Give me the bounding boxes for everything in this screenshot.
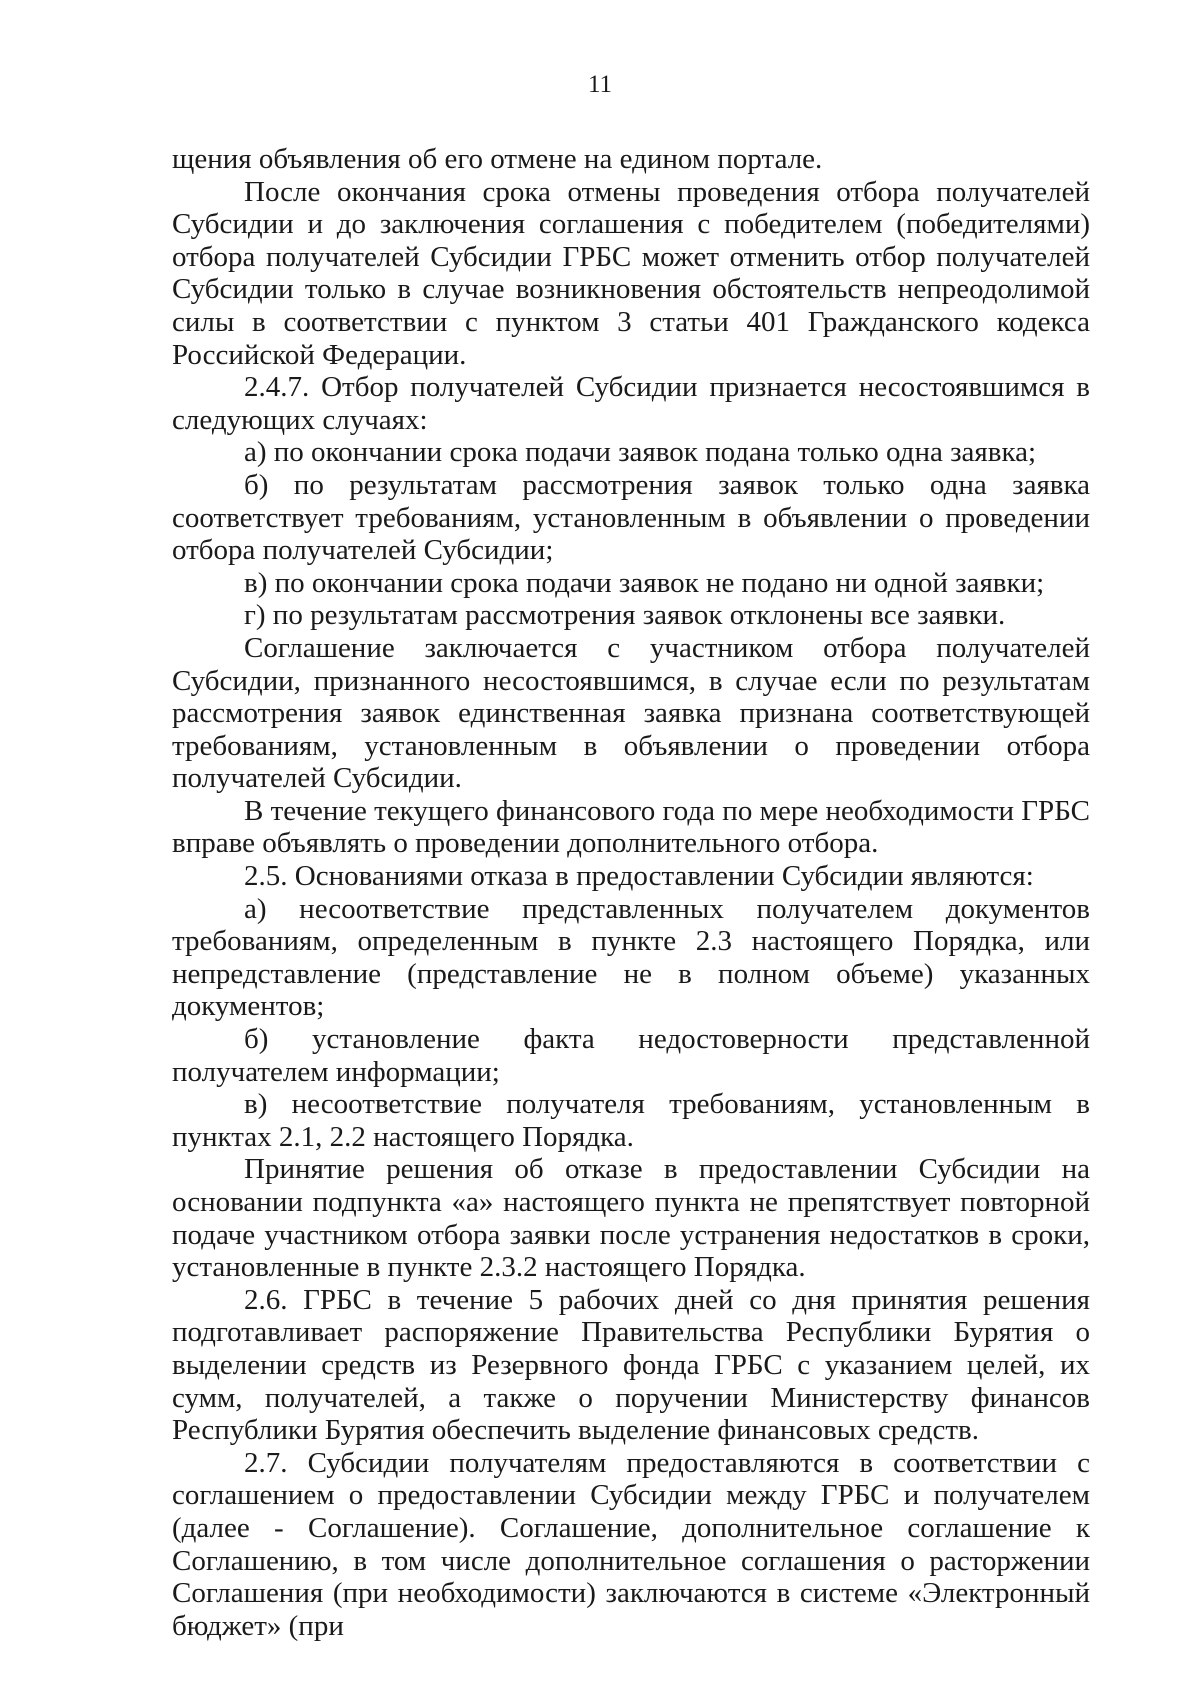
list-item-2-4-7-g: г) по результатам рассмотрения заявок отклонены все заявки.: [244, 599, 1006, 632]
paragraph-additional-selection: В течение текущего финансового года по мере необходимости ГРБС вправе объявлять о проведении дополнительного отбора.: [172, 794, 1090, 860]
document-body: [172, 143, 1090, 1642]
list-item-2-5-b: б) установление факта недостоверности представленной получателем информации;: [172, 1023, 1090, 1088]
paragraph-cancellation-after-deadline: После окончания срока отмены проведения отбора получателей Субсидии и до заключения соглашения с победителем (победителями) отбора получателей Субсидии ГРБС может отменить отбор получателей Субсидии только в случае возникновения обстоятельств непреодолимой силы в соответствии с пунктом 3 статьи 401 Гражданского кодекса Российской Федерации.: [172, 175, 1090, 371]
paragraph-agreement-single-participant: Соглашение заключается с участником отбора получателей Субсидии, признанного несостоявшимся, в случае если по результатам рассмотрения заявок единственная заявка признана соответствующей требованиям, установленным в объявлении о проведении отбора получателей Субсидии.: [172, 631, 1090, 795]
list-item-2-4-7-a: а) по окончании срока подачи заявок подана только одна заявка;: [244, 436, 1037, 469]
paragraph-2-7: 2.7. Субсидии получателям предоставляются в соответствии с соглашением о предоставлении Субсидии между ГРБС и получателем (далее - Соглашение). Соглашение, дополнительное соглашение к Соглашению, в том числе дополнительное соглашения о расторжении Соглашения (при необходимости) заключаются в системе «Электронный бюджет» (при: [172, 1446, 1090, 1642]
page-number: 11: [587, 71, 613, 98]
paragraph-continuation: щения объявления об его отмене на едином портале.: [172, 143, 823, 175]
paragraph-2-6: 2.6. ГРБС в течение 5 рабочих дней со дня принятия решения подготавливает распоряжение Правительства Республики Бурятия о выделении средств из Резервного фонда ГРБС с указанием целей, их сумм, получателей, а также о поручении Министерству финансов Республики Бурятия обеспечить выделение финансовых средств.: [172, 1283, 1090, 1447]
list-item-2-5-a: а) несоответствие представленных получателем документов требованиям, определенным в пункте 2.3 настоящего Порядка, или непредставление (представление не в полном объеме) указанных документов;: [172, 892, 1090, 1023]
list-item-2-5-v: в) несоответствие получателя требованиям, установленным в пунктах 2.1, 2.2 настоящего Порядка.: [172, 1088, 1090, 1153]
list-item-2-4-7-v: в) по окончании срока подачи заявок не подано ни одной заявки;: [244, 566, 1045, 599]
paragraph-2-5: 2.5. Основаниями отказа в предоставлении Субсидии являются:: [244, 860, 1034, 893]
list-item-2-4-7-b: б) по результатам рассмотрения заявок только одна заявка соответствует требованиям, установленным в объявлении о проведении отбора получателей Субсидии;: [172, 468, 1090, 567]
paragraph-2-4-7: 2.4.7. Отбор получателей Субсидии признается несостоявшимся в следующих случаях:: [172, 371, 1090, 436]
paragraph-refusal-resubmission: Принятие решения об отказе в предоставлении Субсидии на основании подпункта «а» настоящего пункта не препятствует повторной подаче участником отбора заявки после устранения недостатков в сроки, установленные в пункте 2.3.2 настоящего Порядка.: [172, 1153, 1090, 1284]
